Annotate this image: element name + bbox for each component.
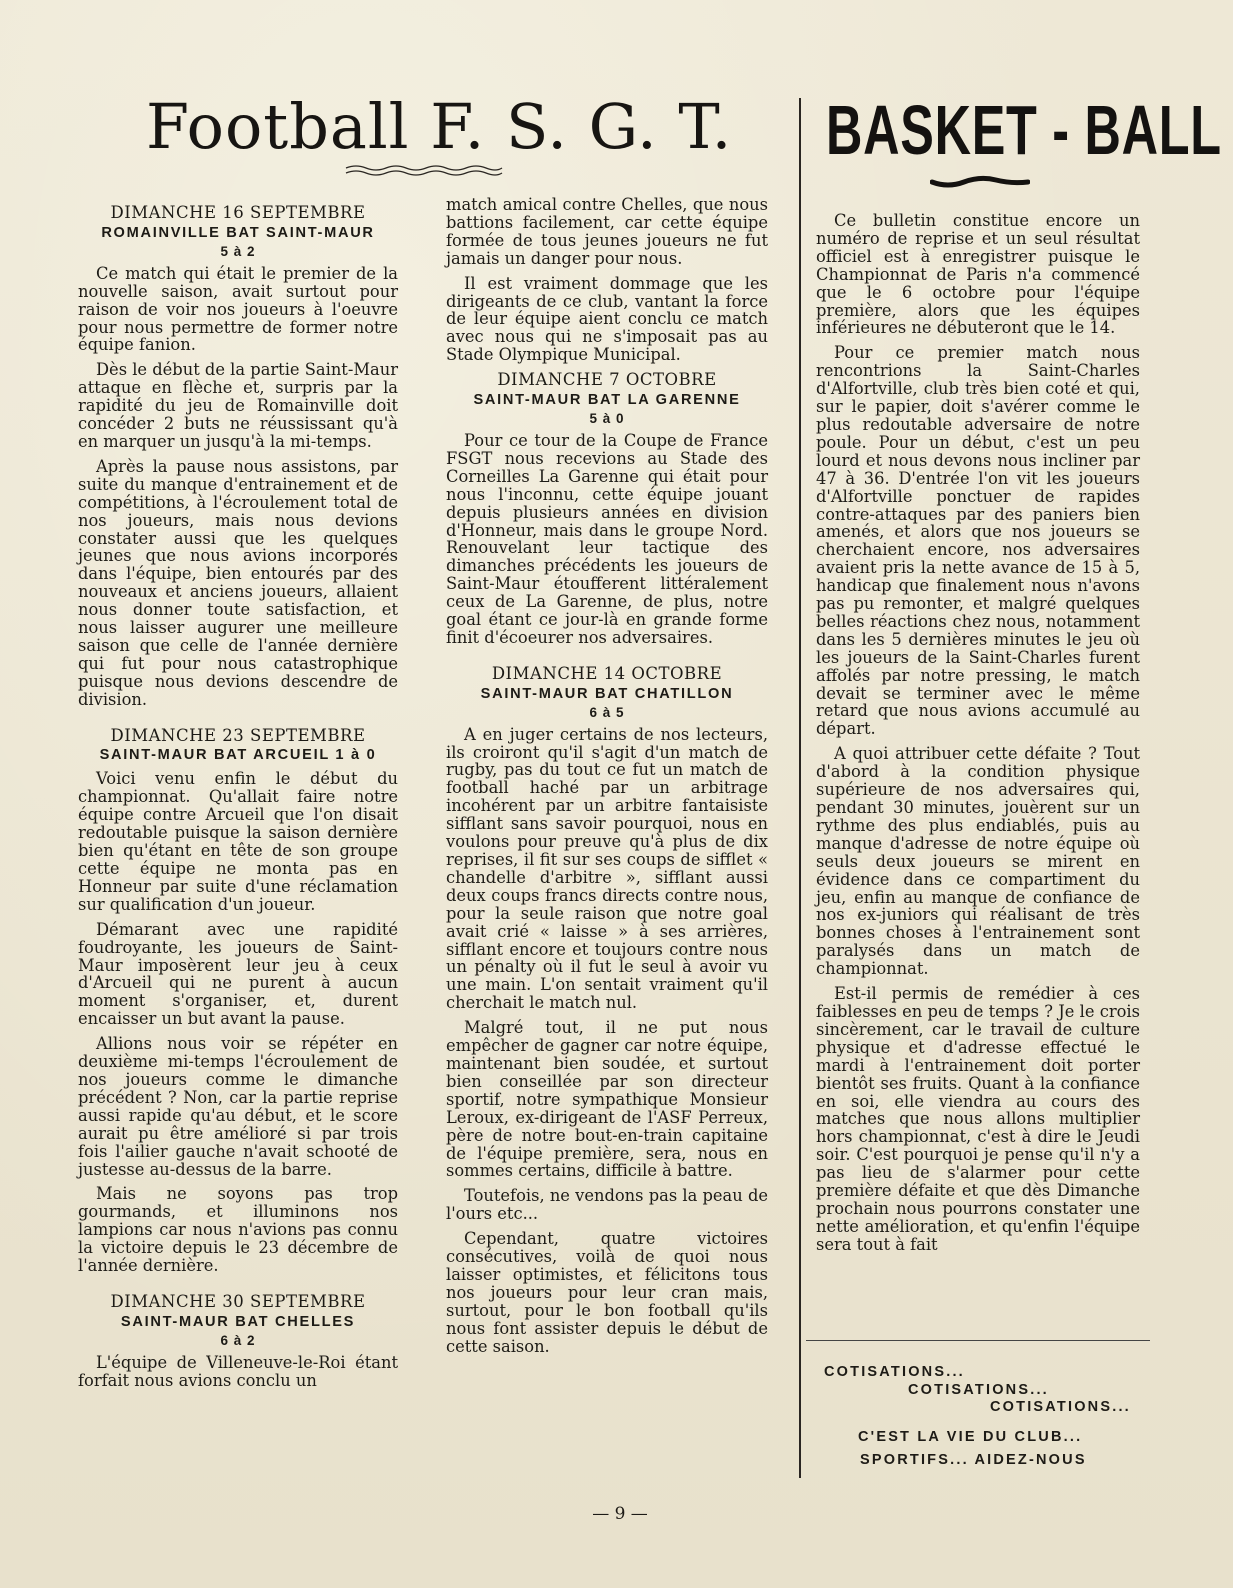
paragraph: Voici venu enfin le début du championnat. Qu'allait faire notre équipe contre Arcueil que l'on disait redoutable puisque la saison dernière bien qu'étant en tête de son groupe cette équipe ne monta pas en Honneur par suite d'une réclamation sur qualification d'un joueur. — [78, 769, 398, 914]
match-report-7-oct — [446, 371, 768, 647]
cotisations-line: COTISATIONS... — [824, 1364, 965, 1380]
football-title: Football F. S. G. T. — [146, 90, 733, 163]
match-report-16-sept — [78, 204, 398, 709]
help-appeal-line: SPORTIFS... AIDEZ-NOUS — [860, 1452, 1087, 1468]
paragraph: A en juger certains de nos lecteurs, ils croiront qu'il s'agit d'un match de rugby, pas du tout ce fut un match de football haché par un arbitrage incohérent par un arbitre fantaisiste sifflant sans savoir pourquoi, nous en voulons pour preuve qu'à plus de dix reprises, il fit sur ses coups de sifflet « chandelle d'arbitre », sifflant aussi deux coups francs directs contre nous, pour la seule raison que notre goal avait crié « laisse » à ses arrières, sifflant encore et toujours contre nous un pénalty où il fut le seul à avoir vu une main. L'on sentait vraiment qu'il cherchait le match nul. — [446, 724, 768, 1013]
match-score: 6 à 2 — [220, 1332, 256, 1348]
match-date: DIMANCHE 30 SEPTEMBRE — [110, 1291, 366, 1311]
paragraph: L'équipe de Villeneuve-le-Roi étant forfait nous avions conclu un — [78, 1352, 398, 1390]
paragraph: Ce bulletin constitue encore un numéro de reprise et un seul résultat officiel est à enregistrer puisque le Championnat de Paris n'a commencé que le 6 octobre pour l'équipe première, alors que les équipes inférieures ne débuteront que le 14. — [816, 211, 1140, 338]
page-number: — 9 — — [592, 1504, 648, 1524]
match-headline: SAINT-MAUR BAT CHELLES — [120, 1313, 356, 1330]
match-date: DIMANCHE 7 OCTOBRE — [497, 370, 717, 390]
column-divider — [799, 98, 801, 1478]
match-report-23-sept — [78, 727, 398, 1275]
paragraph: Pour ce tour de la Coupe de France FSGT nous recevions au Stade des Corneilles La Garenne qui était pour nous l'inconnu, cette équipe jouant depuis plusieurs années en division d'Honneur, mais dans le groupe Nord. Renouvelant leur tactique des dimanches précédents les joueurs de Saint-Maur étoufferent littéralement ceux de La Garenne, de plus, notre goal étant ce jour-là en grande forme finit d'écoeurer nos adversaires. — [446, 430, 768, 647]
club-life-line: C'EST LA VIE DU CLUB... — [858, 1428, 1083, 1445]
match-date: DIMANCHE 14 OCTOBRE — [491, 663, 723, 683]
title-ornament-icon — [344, 163, 504, 179]
match-date: DIMANCHE 23 SEPTEMBRE — [110, 725, 366, 745]
paragraph: Est-il permis de remédier à ces faiblesses en peu de temps ? Je le crois sincèrement, car le travail de culture physique et d'adresse effectué le mardi à l'entrainement doit porter bientôt ses fruits. Quant à la confiance en soi, elle viendra au cours des matches que nous allons multiplier hors championnat, c'est à dire le Jeudi soir. C'est pourquoi je pense qu'il n'y a pas lieu de s'alarmer pour cette première défaite et que dès Dimanche prochain nous pourrons constater une nette amélioration, et qu'enfin l'équipe sera tout à fait — [816, 984, 1140, 1254]
paragraph: Après la pause nous assistons, par suite du manque d'entrainement et de compétitions, à l'écroulement total de nos joueurs, mais nous devions constater aussi que les quelques jeunes que nous avions incorporés dans l'équipe, bien entourés par des nouveaux et anciens joueurs, allaient nous donner toute satisfaction, et nous laisser augurer une meilleure saison que celle de l'année dernière qui fut pour nous catastrophique puisque nous devions descendre de division. — [78, 456, 398, 709]
basket-title: BASKET - BALL — [826, 91, 1222, 169]
match-headline: SAINT-MAUR BAT LA GARENNE — [473, 392, 741, 409]
paragraph: Il est vraiment dommage que les dirigeants de ce club, vantant la force de leur équipe aient conclu ce match avec nous qui ne s'imposait pas au Stade Olympique Municipal. — [446, 273, 768, 365]
cotisations-line: COTISATIONS... — [908, 1381, 1049, 1398]
paragraph: Mais ne soyons pas trop gourmands, et illuminons nos lampions car nous n'avions pas connu la victoire depuis le 23 décembre de l'année dernière. — [78, 1184, 398, 1276]
basket-divider — [806, 1340, 1150, 1341]
paragraph: Ce match qui était le premier de la nouvelle saison, avait surtout pour raison de voir nos joueurs à l'oeuvre pour nous permettre de former notre équipe fanion. — [78, 263, 398, 355]
match-report-30-sept — [78, 1293, 398, 1390]
match-headline: SAINT-MAUR BAT ARCUEIL 1 à 0 — [99, 747, 377, 764]
paragraph: Toutefois, ne vendons pas la peau de l'ours etc... — [446, 1186, 768, 1224]
paragraph: Cependant, quatre victoires consécutives, voilà de quoi nous laisser optimistes, et félicitons tous nos joueurs pour leur cran mais, surtout, pour le bon football qu'ils nous font assister depuis le début de cette saison. — [446, 1229, 768, 1356]
paragraph: Allions nous voir se répéter en deuxième mi-temps l'écroulement de nos joueurs comme le dimanche précédent ? Non, car la partie reprise aussi rapide qu'au début, et le score aurait pu être amélioré si par trois fois l'ailier gauche n'avait schooté de justesse au-dessus de la barre. — [78, 1034, 398, 1179]
match-report-14-oct — [446, 665, 768, 1356]
paragraph: Malgré tout, il ne put nous empêcher de gagner car notre équipe, maintenant bien soudée, et surtout bien conseillée par son directeur sportif, notre sympathique Monsieur Leroux, ex-dirigeant de l'ASF Perreux, père de notre bout-en-train capitaine de l'équipe première, sera, nous en sommes certains, difficile à battre. — [446, 1018, 768, 1181]
paragraph: match amical contre Chelles, que nous battions facilement, car cette équipe formée de tous jeunes joueurs ne fut jamais un danger pour nous. — [446, 195, 768, 268]
match-headline: SAINT-MAUR BAT CHATILLON — [480, 685, 734, 702]
match-headline: ROMAINVILLE BAT SAINT-MAUR — [101, 224, 375, 241]
match-score: 5 à 0 — [589, 411, 625, 427]
paragraph: Dès le début de la partie Saint-Maur attaque en flèche et, surpris par la rapidité du jeu de Romainville doit concéder 2 buts ne réussissant qu'à en marquer un jusqu'à la mi-temps. — [78, 360, 398, 451]
title-wave-icon — [930, 172, 1030, 190]
paragraph: A quoi attribuer cette défaite ? Tout d'abord à la condition physique supérieure de nos adversaires qui, pendant 30 minutes, jouèrent sur un rythme des plus endiablés, puis au manque d'adresse de notre équipe où seuls deux joueurs se mirent en évidence dans ce compartiment du jeu, enfin au manque de confiance de nos ex-juniors qui réalisant de très bonnes choses à l'entrainement sont paralysés dans un match de championnat. — [816, 744, 1140, 979]
paragraph: Démarant avec une rapidité foudroyante, les joueurs de Saint-Maur imposèrent leur jeu à ceux d'Arcueil qui ne purent à aucun moment s'organiser, et, durent encaisser un but avant la pause. — [78, 919, 398, 1029]
paragraph: Pour ce premier match nous rencontrions la Saint-Charles d'Alfortville, club très bien coté et qui, sur le papier, doit s'avérer comme le plus redoutable adversaire de notre poule. Pour un début, c'est un peu lourd et nous devons nous incliner par 47 à 36. D'entrée l'on vit les joueurs d'Alfortville ponctuer de rapides contre-attaques par des paniers bien amenés, et alors que nos joueurs se cherchaient encore, nos adversaires avaient pris la nette avance de 15 à 5, handicap que finalement nous n'avons pas pu remonter, et malgré quelques belles réactions chez nous, notamment dans les 5 dernières minutes le jeu où les joueurs de la Saint-Charles furent affolés par notre pressing, le match devait se terminer avec le même retard que nous avions accumulé au départ. — [816, 343, 1140, 739]
cotisations-box — [820, 1364, 1140, 1470]
football-column-1 — [78, 198, 398, 1408]
cotisations-line: COTISATIONS... — [990, 1399, 1131, 1415]
match-score: 5 à 2 — [220, 243, 256, 259]
match-score: 6 à 5 — [589, 704, 625, 720]
football-column-2 — [446, 196, 768, 1373]
basket-column — [816, 212, 1140, 1261]
match-date: DIMANCHE 16 SEPTEMBRE — [110, 203, 366, 222]
